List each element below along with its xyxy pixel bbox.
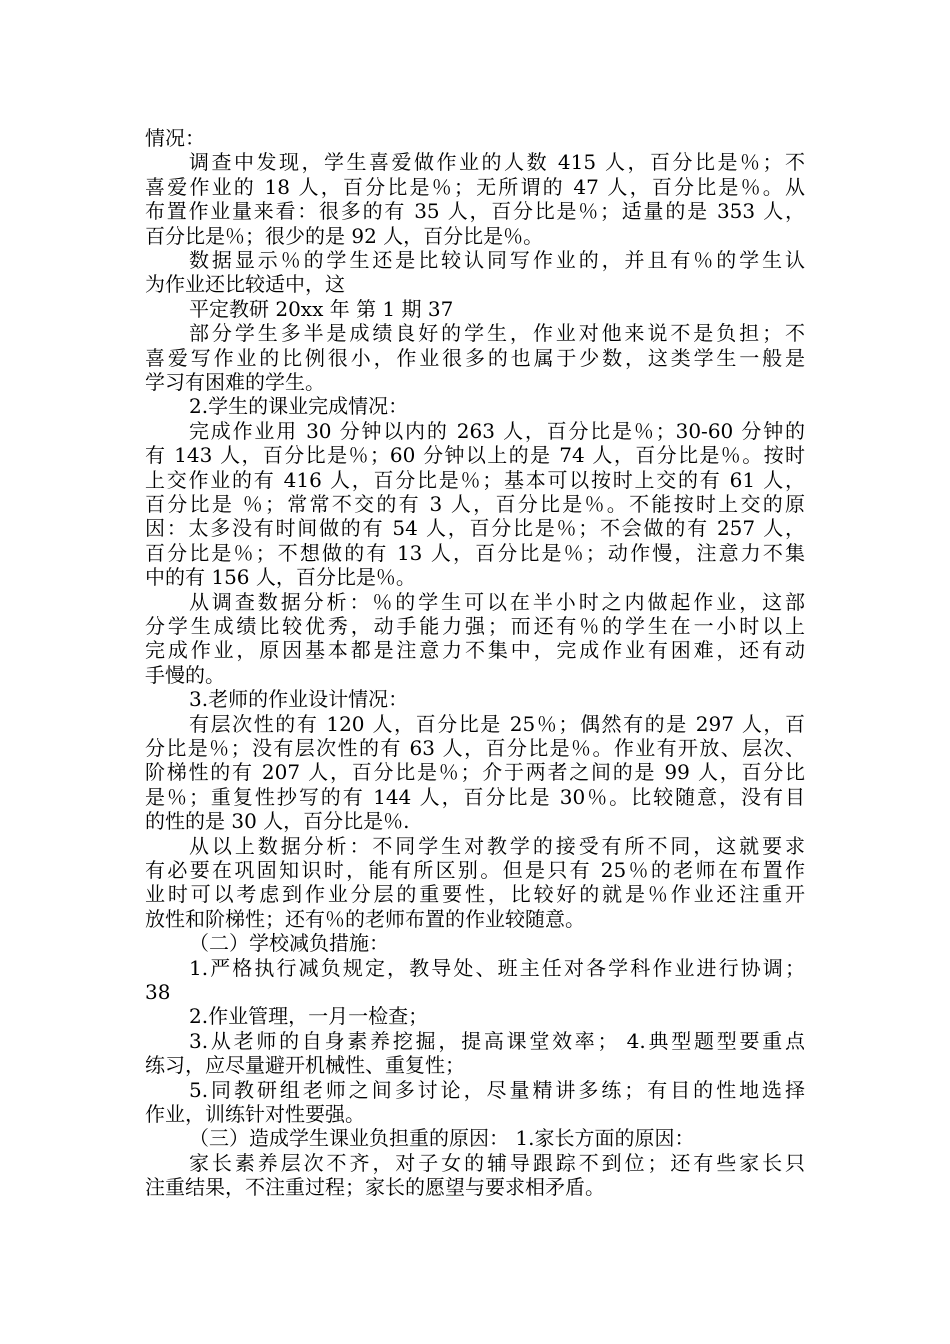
text-line: 38 <box>145 980 171 1004</box>
text-line: 百分比是％；很少的是 92 人，百分比是％。 <box>145 224 544 248</box>
text-line: 分比是％；没有层次性的有 63 人，百分比是％。作业有开放、层次、 <box>145 736 805 760</box>
text-line: 中的有 156 人，百分比是％。 <box>145 565 416 589</box>
text-line: 有必要在巩固知识时，能有所区别。但是只有 25％的老师在布置作 <box>145 858 805 882</box>
text-line: 放性和阶梯性；还有％的老师布置的作业较随意。 <box>145 907 585 931</box>
text-line: 1.严格执行减负规定，教导处、班主任对各学科作业进行协调； <box>189 956 805 980</box>
text-line: （三）造成学生课业负担重的原因： 1.家长方面的原因： <box>189 1126 695 1150</box>
text-line: 的性的是 30 人，百分比是％. <box>145 809 410 833</box>
text-line: 平定教研 20xx 年 第 1 期 37 <box>189 297 454 321</box>
text-line: 从以上数据分析：不同学生对教学的接受有所不同，这就要求 <box>189 834 805 858</box>
text-line: 布置作业量来看：很多的有 35 人，百分比是％；适量的是 353 人， <box>145 199 805 223</box>
text-line: 手慢的。 <box>145 663 225 687</box>
text-line: 2.学生的课业完成情况： <box>189 394 409 418</box>
text-line: 百分比是 ％；常常不交的有 3 人，百分比是％。不能按时上交的原 <box>145 492 805 516</box>
text-line: 调查中发现，学生喜爱做作业的人数 415 人，百分比是％；不 <box>189 150 805 174</box>
text-line: 百分比是％；不想做的有 13 人，百分比是％；动作慢，注意力不集 <box>145 541 805 565</box>
text-line: 业时可以考虑到作业分层的重要性，比较好的就是％作业还注重开 <box>145 882 805 906</box>
text-line: 完成作业用 30 分钟以内的 263 人，百分比是％；30-60 分钟的 <box>189 419 805 443</box>
text-line: 为作业还比较适中，这 <box>145 272 345 296</box>
text-line: 从调查数据分析：％的学生可以在半小时之内做起作业，这部 <box>189 590 805 614</box>
text-line: （二）学校减负措施： <box>189 931 389 955</box>
text-line: 练习，应尽量避开机械性、重复性； <box>145 1053 465 1077</box>
text-line: 因：太多没有时间做的有 54 人，百分比是％；不会做的有 257 人， <box>145 516 805 540</box>
text-line: 3.老师的作业设计情况： <box>189 687 409 711</box>
text-line: 喜爱写作业的比例很小，作业很多的也属于少数，这类学生一般是 <box>145 346 805 370</box>
text-line: 完成作业，原因基本都是注意力不集中，完成作业有困难，还有动 <box>145 638 805 662</box>
text-line: 3.从老师的自身素养挖掘，提高课堂效率； 4.典型题型要重点 <box>189 1029 805 1053</box>
text-line: 是％；重复性抄写的有 144 人，百分比是 30％。比较随意，没有目 <box>145 785 805 809</box>
text-line: 部分学生多半是成绩良好的学生，作业对他来说不是负担；不 <box>189 321 805 345</box>
text-line: 数据显示％的学生还是比较认同写作业的，并且有％的学生认 <box>189 248 805 272</box>
text-line: 有层次性的有 120 人，百分比是 25％；偶然有的是 297 人，百 <box>189 712 805 736</box>
text-line: 阶梯性的有 207 人，百分比是％；介于两者之间的是 99 人，百分比 <box>145 760 805 784</box>
text-line: 分学生成绩比较优秀，动手能力强；而还有％的学生在一小时以上 <box>145 614 805 638</box>
text-line: 情况： <box>145 126 205 150</box>
text-line: 5.同教研组老师之间多讨论，尽量精讲多练；有目的性地选择 <box>189 1078 805 1102</box>
text-line: 家长素养层次不齐，对子女的辅导跟踪不到位；还有些家长只 <box>189 1151 805 1175</box>
text-line: 有 143 人，百分比是％；60 分钟以上的是 74 人，百分比是％。按时 <box>145 443 805 467</box>
text-line: 注重结果，不注重过程；家长的愿望与要求相矛盾。 <box>145 1175 605 1199</box>
text-line: 2.作业管理，一月一检查； <box>189 1004 429 1028</box>
text-line: 作业，训练针对性要强。 <box>145 1102 365 1126</box>
text-line: 喜爱作业的 18 人，百分比是％；无所谓的 47 人，百分比是％。从 <box>145 175 805 199</box>
text-line: 学习有困难的学生。 <box>145 370 325 394</box>
text-line: 上交作业的有 416 人，百分比是％；基本可以按时上交的有 61 人， <box>145 468 805 492</box>
